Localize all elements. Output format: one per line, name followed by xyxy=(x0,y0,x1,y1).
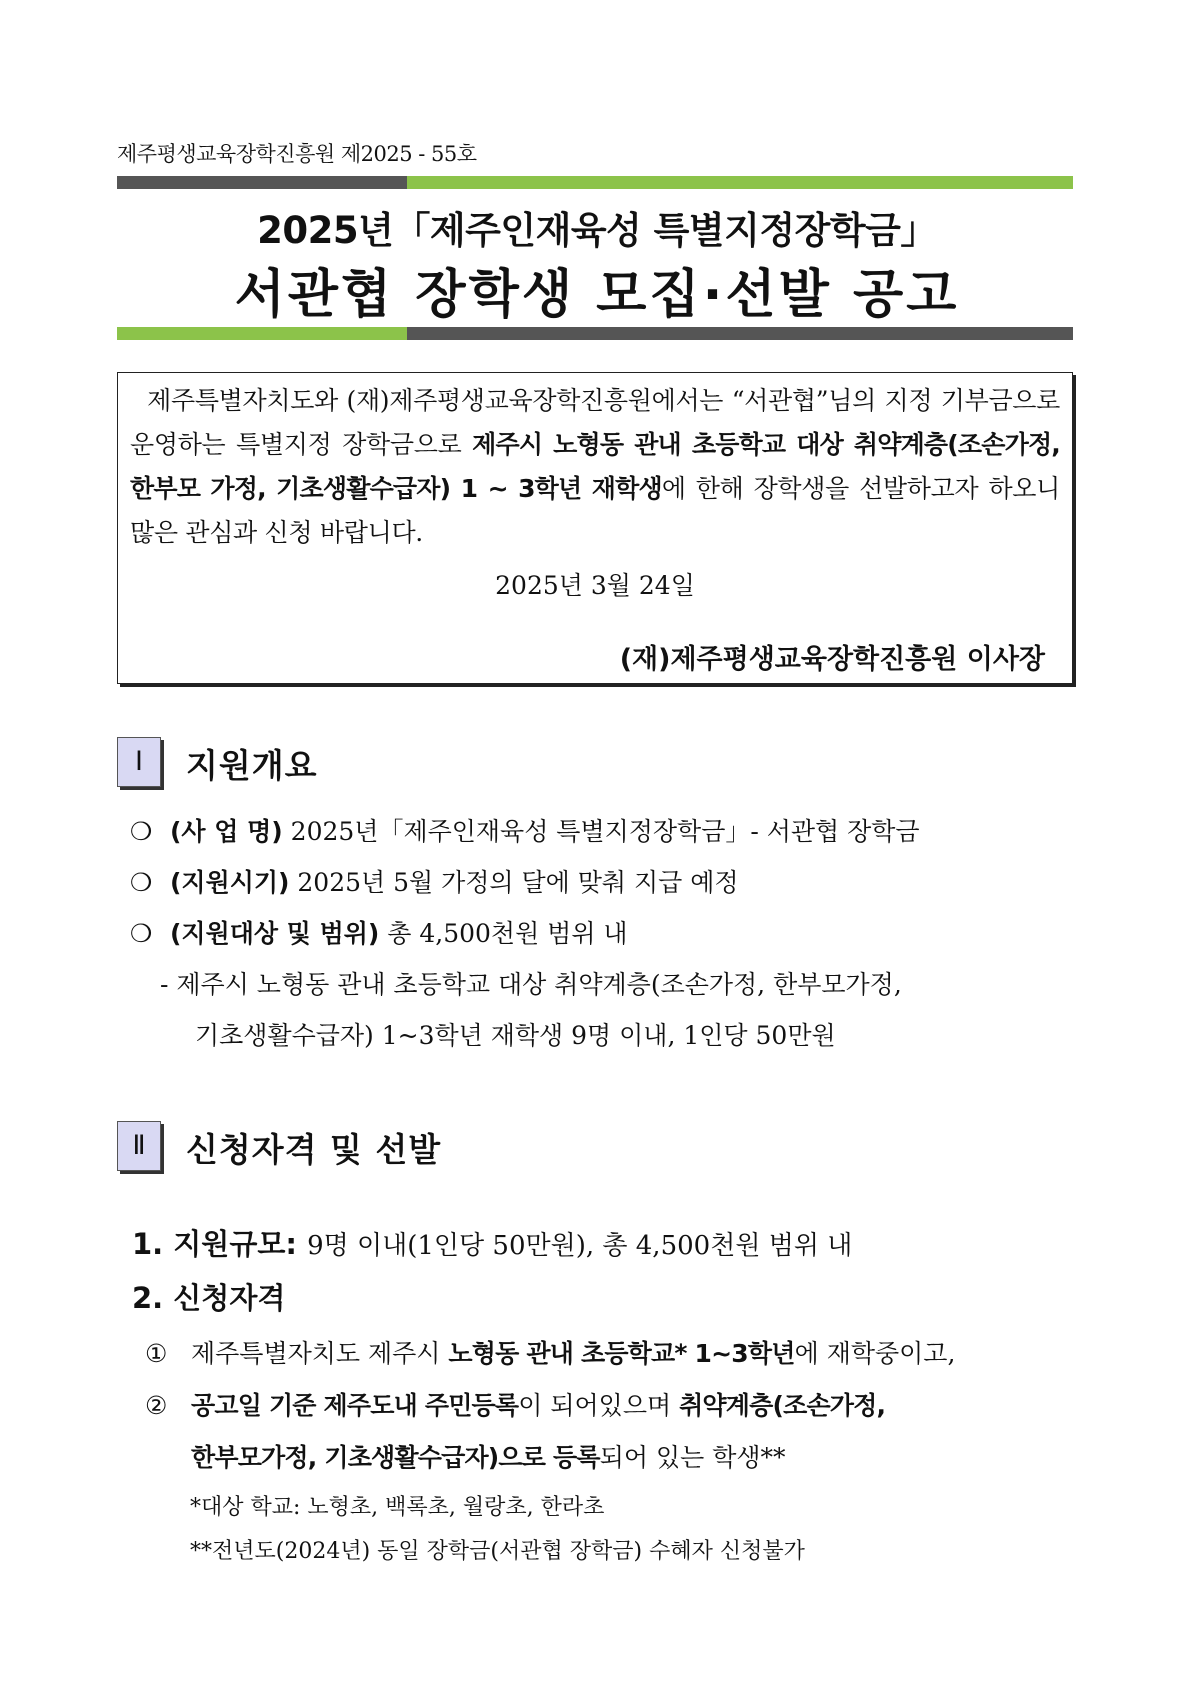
condition-text: 되어 있는 학생** xyxy=(599,1443,786,1472)
circled-number-2: ② xyxy=(145,1391,168,1420)
eligibility-condition-2-cont xyxy=(191,1438,786,1474)
notice-text xyxy=(130,379,1060,555)
notice-signature: (재)제주평생교육장학진흥원 이사장 xyxy=(619,644,1045,675)
notice-date: 2025년 3월 24일 xyxy=(495,571,695,600)
overview-label: (지원대상 및 범위) xyxy=(170,919,380,948)
section-2-title: 신청자격 및 선발 xyxy=(186,1130,442,1169)
eligibility-heading: 2. 신청자격 xyxy=(132,1281,286,1315)
bullet-icon: ❍ xyxy=(130,868,153,897)
header-bar-green-right xyxy=(407,176,1073,189)
overview-item-period xyxy=(130,863,739,899)
condition-highlight: 노형동 관내 초등학교* 1~3학년 xyxy=(448,1339,795,1368)
condition-text: 이 되어있으며 xyxy=(518,1391,680,1420)
eligibility-condition-2 xyxy=(145,1386,885,1422)
previous-recipient-note: **전년도(2024년) 동일 장학금(서관협 장학금) 수혜자 신청불가 xyxy=(190,1539,805,1564)
header-bar-green-left xyxy=(117,327,407,340)
overview-item-target xyxy=(130,914,628,950)
section-2-numeral: Ⅱ xyxy=(117,1121,161,1171)
condition-highlight: 한부모가정, 기초생활수급자)으로 등록 xyxy=(191,1443,600,1472)
support-scale-item xyxy=(132,1222,852,1263)
header-bar-dark-right xyxy=(407,327,1073,340)
target-schools-note: *대상 학교: 노형초, 백록초, 월랑초, 한라초 xyxy=(190,1495,605,1520)
header-bar-dark-left xyxy=(117,176,407,189)
notice-text-part1: 제주특별자치도와 (재)제주평생교육장학진흥원에서는 “서관협”님의 지정 기부금으로 운영하는 특별지정 장학금으로 xyxy=(130,386,1060,459)
notice-text-highlight: 제주시 노형동 관내 초등학교 대상 취약계층(조손가정, 한부모 가정, 기초생활수급자) 1 ~ 3학년 재학생 xyxy=(130,430,1060,503)
circled-number-1: ① xyxy=(145,1339,168,1368)
overview-value: 2025년 5월 가정의 달에 맞춰 지급 예정 xyxy=(297,868,739,897)
overview-value: 2025년「제주인재육성 특별지정장학금」- 서관협 장학금 xyxy=(290,817,920,846)
overview-label: (사 업 명) xyxy=(170,817,283,846)
overview-target-detail-line2: 기초생활수급자) 1~3학년 재학생 9명 이내, 1인당 50만원 xyxy=(195,1021,836,1050)
document-number: 제주평생교육장학진흥원 제2025 - 55호 xyxy=(117,142,477,166)
overview-value: 총 4,500천원 범위 내 xyxy=(387,919,628,948)
condition-text: 에 재학중이고, xyxy=(794,1339,956,1368)
overview-label: (지원시기) xyxy=(170,868,290,897)
notice-text-part3: 에 한해 장학생을 선발하고자 하오니 많은 관심과 신청 바랍니다. xyxy=(130,474,1060,547)
support-scale-value: 9명 이내(1인당 50만원), 총 4,500천원 범위 내 xyxy=(307,1231,853,1261)
bullet-icon: ❍ xyxy=(130,817,153,846)
section-1-numeral: Ⅰ xyxy=(117,737,161,787)
condition-text: 제주특별자치도 제주시 xyxy=(191,1339,449,1368)
support-scale-label: 1. 지원규모: xyxy=(132,1227,297,1261)
section-1-title: 지원개요 xyxy=(186,746,318,785)
overview-item-project-name xyxy=(130,812,920,848)
condition-highlight: 공고일 기준 제주도내 주민등록 xyxy=(191,1391,519,1420)
title-line-1: 2025년「제주인재육성 특별지정장학금」 xyxy=(257,209,937,252)
overview-target-detail-line1: - 제주시 노형동 관내 초등학교 대상 취약계층(조손가정, 한부모가정, xyxy=(160,970,902,999)
title-line-2: 서관협 장학생 모집·선발 공고 xyxy=(234,265,960,325)
condition-highlight: 취약계층(조손가정, xyxy=(679,1391,886,1420)
bullet-icon: ❍ xyxy=(130,919,153,948)
eligibility-condition-1 xyxy=(145,1334,955,1370)
